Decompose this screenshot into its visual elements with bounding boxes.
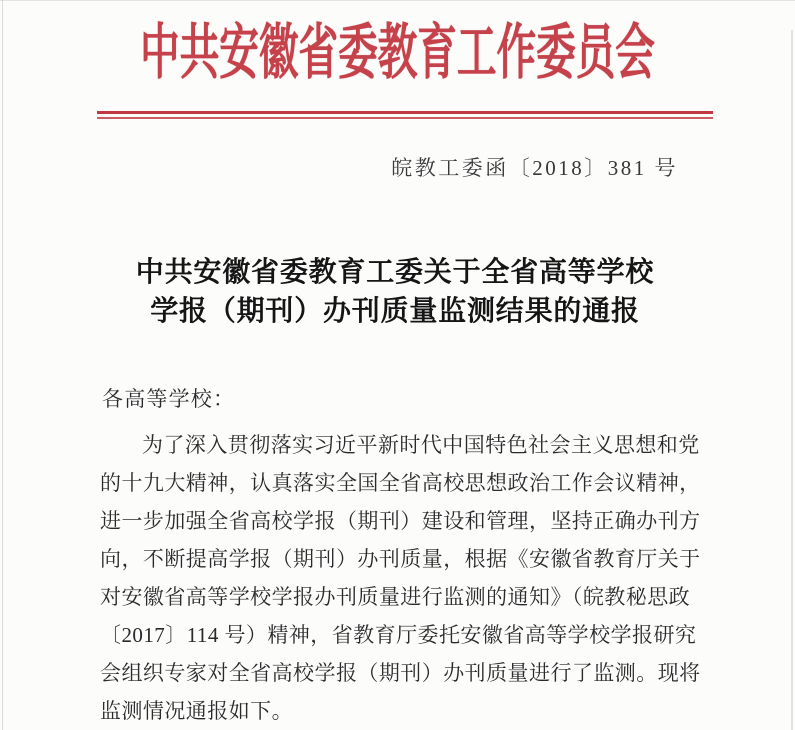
body-line: 的十九大精神，认真落实全国全省高校思想政治工作会议精神， (100, 471, 701, 495)
letterhead-org-name: 中共安徽省委教育工作委员会 (140, 20, 655, 86)
body-line: 为了深入贯彻落实习近平新时代中国特色社会主义思想和党 (142, 433, 700, 457)
document-title-line2: 学报（期刊）办刊质量监测结果的通报 (150, 296, 640, 327)
scan-edge-left (2, 0, 3, 730)
body-paragraph (100, 426, 712, 730)
letterhead-double-rule (97, 111, 713, 120)
body-line: 〔2017〕114 号）精神，省教育厅委托安徽省高等学校学报研究 (100, 623, 697, 647)
scan-edge-right (791, 30, 793, 730)
body-line: 对安徽省高等学校学报办刊质量进行监测的通知》（皖教秘思政 (100, 585, 691, 609)
body-line: 监测情况通报如下。 (100, 699, 294, 723)
document-title-line1: 中共安徽省委教育工委关于全省高等学校 (135, 257, 655, 288)
body-line: 进一步加强全省高校学报（期刊）建设和管理，坚持正确办刊方 (100, 509, 701, 533)
rule-bar-thin (97, 117, 713, 119)
document-reference-number: 皖教工委函〔2018〕381 号 (391, 156, 678, 180)
body-line: 向，不断提高学报（期刊）办刊质量，根据《安徽省教育厅关于 (100, 547, 701, 571)
body-line: 会组织专家对全省高校学报（期刊）办刊质量进行了监测。现将 (100, 661, 701, 685)
scan-edge-top (0, 0, 795, 1)
rule-bar-thick (97, 111, 713, 114)
salutation: 各高等学校： (102, 387, 236, 411)
document-title (0, 253, 790, 331)
